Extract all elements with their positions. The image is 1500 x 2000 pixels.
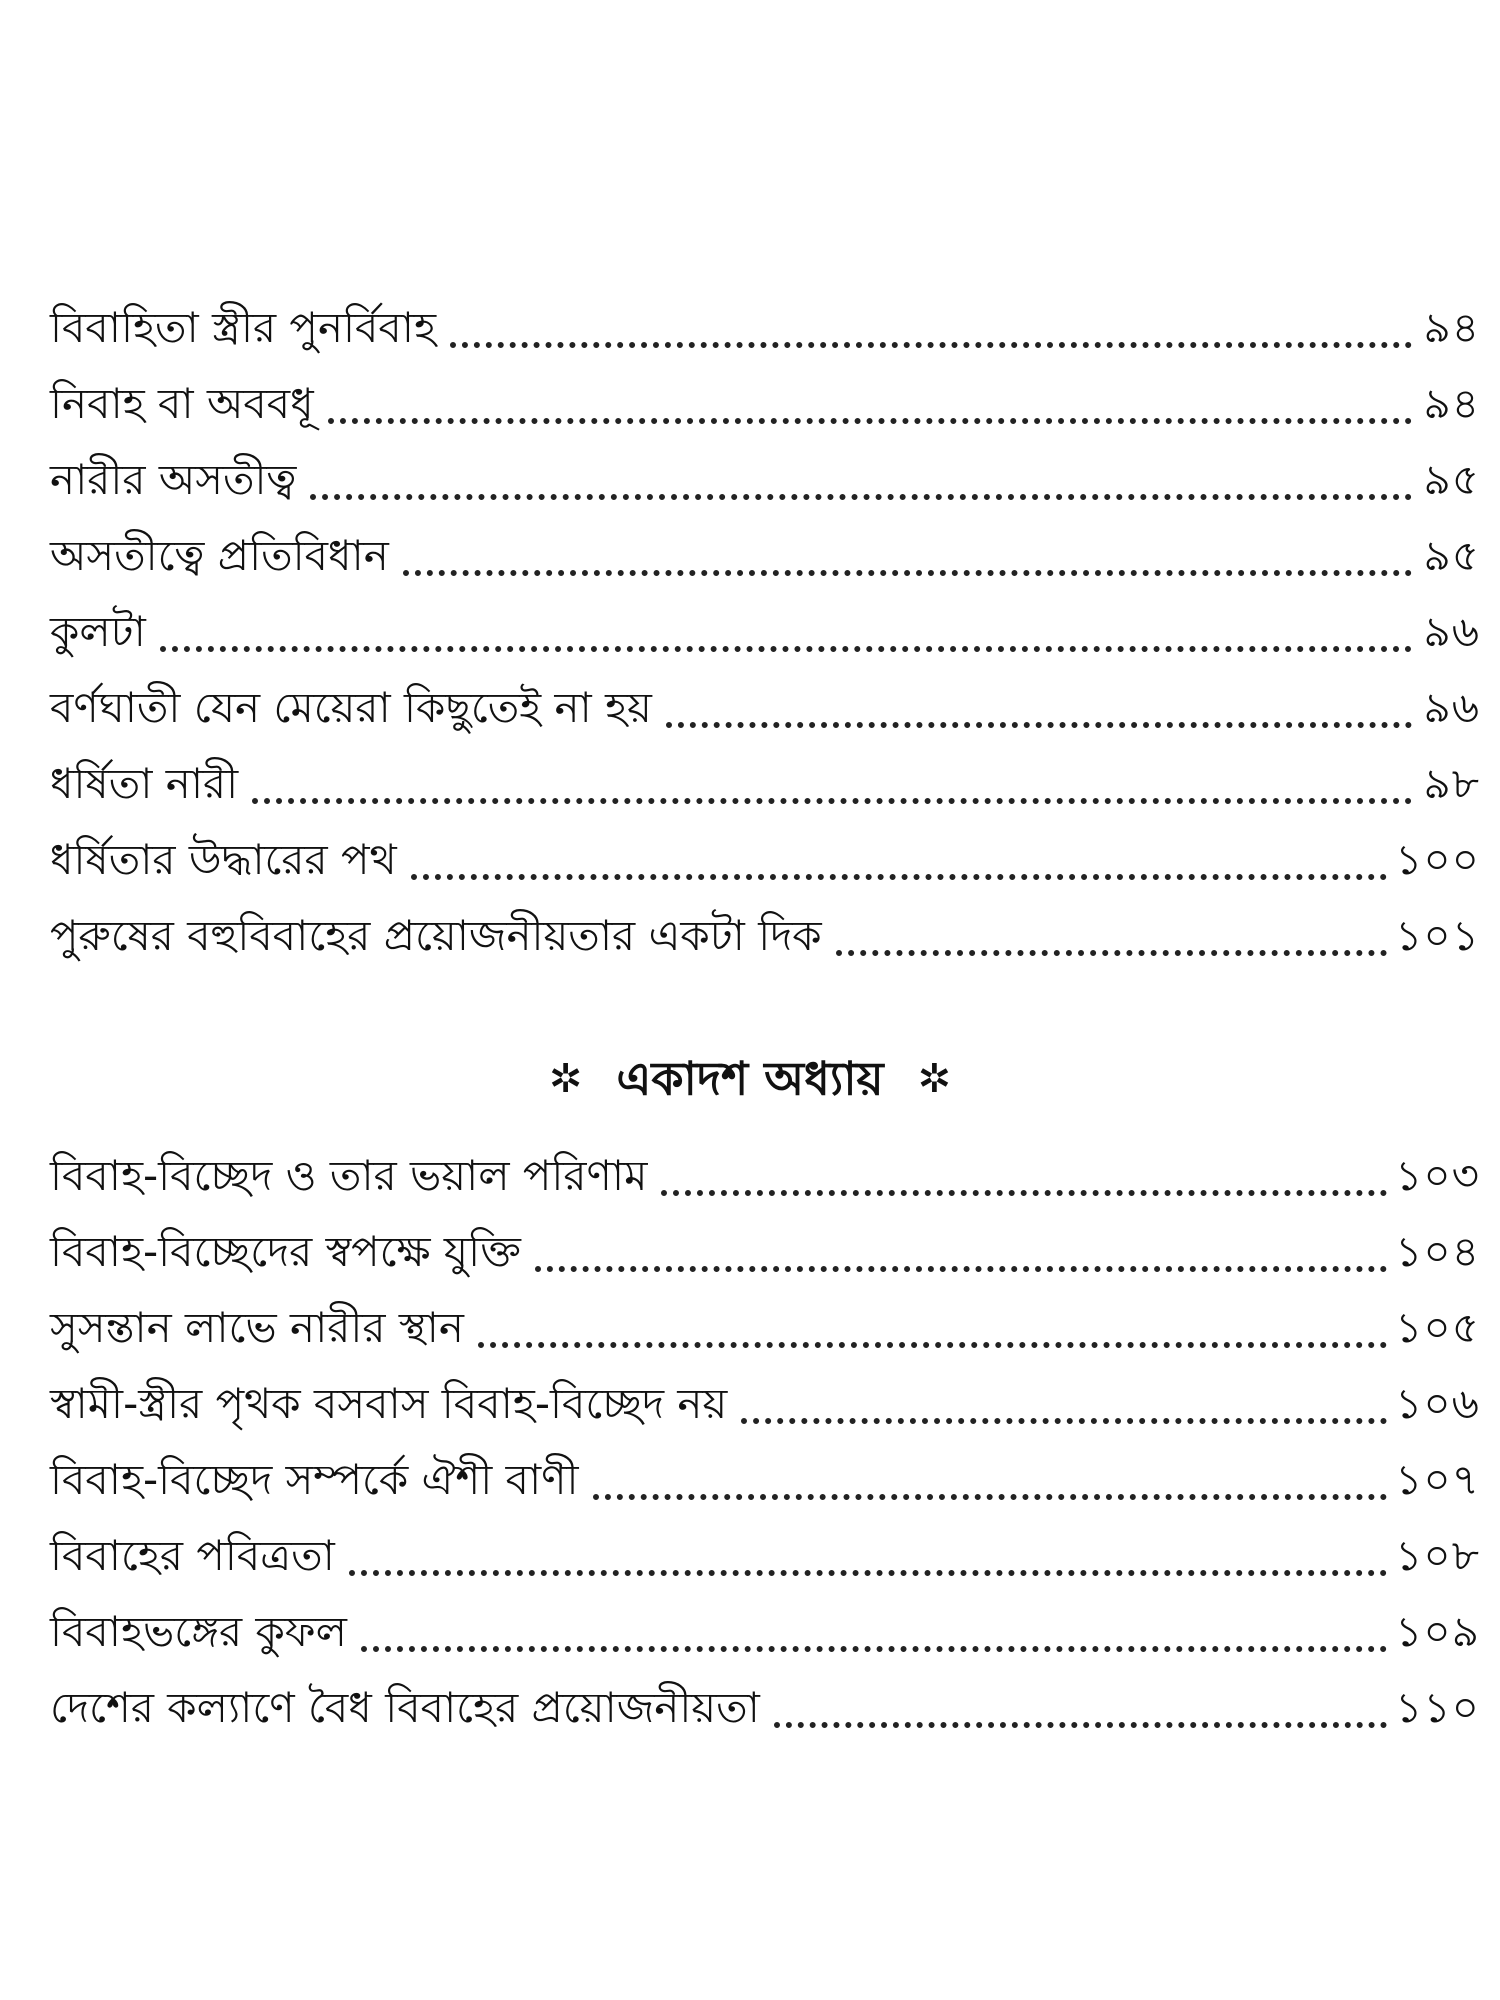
toc-entry xyxy=(50,1290,1480,1366)
dot-leader xyxy=(411,874,1387,880)
toc-entry xyxy=(50,670,1480,746)
toc-entry-page: ৯৪ xyxy=(1423,379,1480,428)
toc-entry-title: বিবাহ-বিচ্ছেদের স্বপক্ষে যুক্তি xyxy=(50,1227,521,1276)
dot-leader xyxy=(774,1722,1387,1728)
toc-section-2 xyxy=(50,1138,1480,1746)
toc-entry xyxy=(50,366,1480,442)
toc-entry xyxy=(50,518,1480,594)
toc-entry xyxy=(50,594,1480,670)
toc-entry xyxy=(50,1670,1480,1746)
toc-entry-page: ১০১ xyxy=(1395,911,1480,960)
toc-entry-title: পুরুষের বহুবিবাহের প্রয়োজনীয়তার একটা দিক xyxy=(50,911,822,960)
dot-leader xyxy=(160,646,1412,652)
toc-entry xyxy=(50,1138,1480,1214)
toc-entry-page: ১০৬ xyxy=(1395,1379,1480,1428)
toc-entry xyxy=(50,898,1480,974)
toc-entry-title: বিবাহভঙ্গের কুফল xyxy=(50,1607,347,1656)
toc-entry-title: বিবাহ-বিচ্ছেদ সম্পর্কে ঐশী বাণী xyxy=(50,1455,579,1504)
toc-entry-title: কুলটা xyxy=(50,607,146,656)
toc-entry-title: বিবাহ-বিচ্ছেদ ও তার ভয়াল পরিণাম xyxy=(50,1151,648,1200)
toc-entry-page: ৯৮ xyxy=(1423,759,1480,808)
toc-entry xyxy=(50,290,1480,366)
toc-entry-page: ১০৭ xyxy=(1395,1455,1480,1504)
toc-entry-page: ১০০ xyxy=(1395,835,1480,884)
toc-entry xyxy=(50,822,1480,898)
dot-leader xyxy=(349,1570,1387,1576)
dot-leader xyxy=(478,1342,1387,1348)
toc-entry-page: ৯৬ xyxy=(1423,683,1480,732)
toc-entry xyxy=(50,1366,1480,1442)
dot-leader xyxy=(666,722,1412,728)
toc-entry-title: নিবাহ বা অববধূ xyxy=(50,379,314,428)
toc-entry-page: ১০৩ xyxy=(1395,1151,1480,1200)
toc-entry-title: বিবাহিতা স্ত্রীর পুনর্বিবাহ xyxy=(50,303,437,352)
dot-leader xyxy=(741,1418,1387,1424)
toc-entry xyxy=(50,1594,1480,1670)
star-ornament-icon: ✲ xyxy=(548,1055,583,1102)
toc-entry-title: ধর্ষিতার উদ্ধারের পথ xyxy=(50,835,397,884)
toc-entry-title: স্বামী-স্ত্রীর পৃথক বসবাস বিবাহ-বিচ্ছেদ নয় xyxy=(50,1379,728,1428)
toc-entry-page: ১১০ xyxy=(1395,1683,1480,1732)
star-ornament-icon: ✲ xyxy=(917,1055,952,1102)
toc-entry-title: নারীর অসতীত্ব xyxy=(50,455,297,504)
chapter-title: একাদশ অধ্যায় xyxy=(616,1051,884,1106)
toc-entry xyxy=(50,746,1480,822)
dot-leader xyxy=(328,418,1412,424)
dot-leader xyxy=(593,1494,1388,1500)
toc-entry-title: বিবাহের পবিত্রতা xyxy=(50,1531,335,1580)
toc-entry-page: ১০৯ xyxy=(1395,1607,1480,1656)
dot-leader xyxy=(403,570,1412,576)
toc-entry-page: ৯৬ xyxy=(1423,607,1480,656)
toc-entry-page: ৯৫ xyxy=(1423,531,1480,580)
toc-entry xyxy=(50,1442,1480,1518)
dot-leader xyxy=(836,950,1388,956)
toc-section-1 xyxy=(50,290,1480,974)
toc-entry xyxy=(50,442,1480,518)
dot-leader xyxy=(361,1646,1387,1652)
dot-leader xyxy=(535,1266,1387,1272)
toc-entry xyxy=(50,1518,1480,1594)
dot-leader xyxy=(661,1190,1387,1196)
toc-entry xyxy=(50,1214,1480,1290)
toc-entry-page: ৯৪ xyxy=(1423,303,1480,352)
toc-entry-page: ৯৫ xyxy=(1423,455,1480,504)
toc-entry-page: ১০৪ xyxy=(1395,1227,1480,1276)
dot-leader xyxy=(450,342,1412,348)
toc-entry-title: ধর্ষিতা নারী xyxy=(50,759,239,808)
toc-entry-title: সুসন্তান লাভে নারীর স্থান xyxy=(50,1303,464,1352)
toc-entry-title: বর্ণঘাতী যেন মেয়েরা কিছুতেই না হয় xyxy=(50,683,652,732)
toc-entry-title: অসতীত্বে প্রতিবিধান xyxy=(50,531,389,580)
dot-leader xyxy=(252,798,1412,804)
toc-entry-page: ১০৫ xyxy=(1395,1303,1480,1352)
toc-entry-title: দেশের কল্যাণে বৈধ বিবাহের প্রয়োজনীয়তা xyxy=(50,1683,760,1732)
toc-entry-page: ১০৮ xyxy=(1395,1531,1480,1580)
dot-leader xyxy=(310,494,1412,500)
chapter-heading xyxy=(0,1040,1500,1114)
